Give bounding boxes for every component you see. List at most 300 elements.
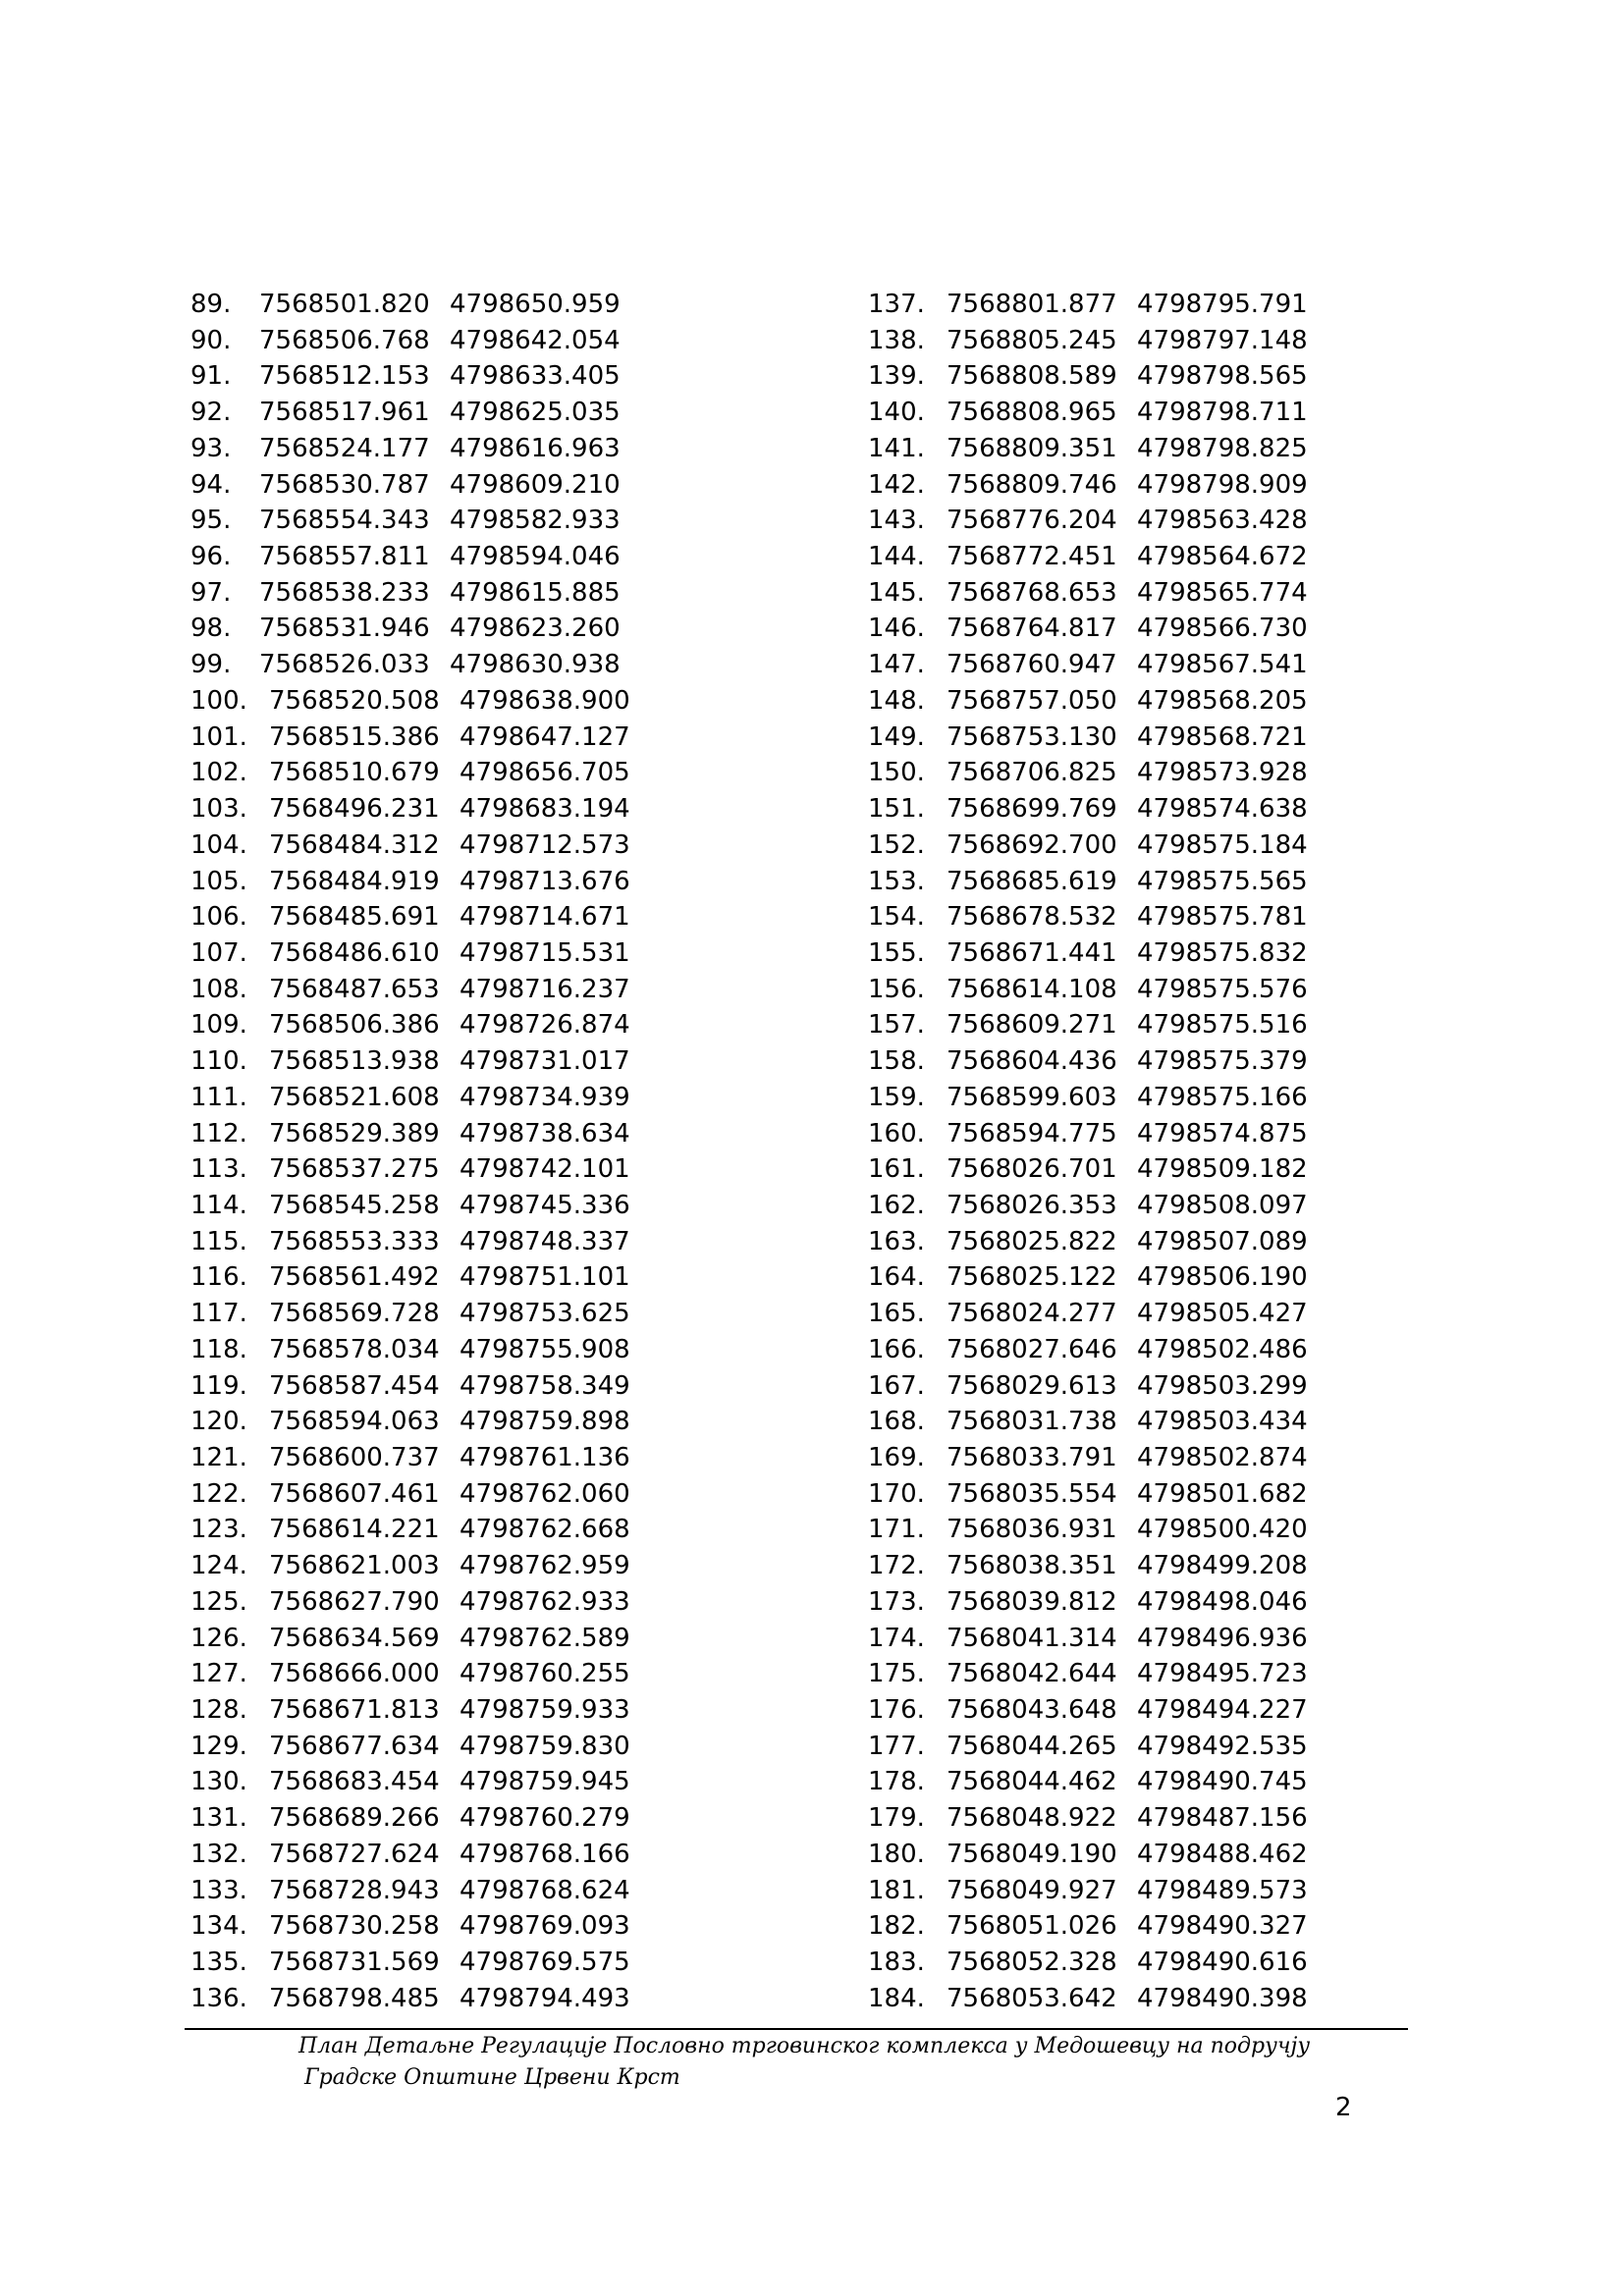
x-coordinate: 7568545.258 <box>269 1190 440 1220</box>
coordinate-row <box>868 575 1477 612</box>
coordinate-row <box>868 1116 1477 1152</box>
coordinate-row <box>190 1837 799 1873</box>
point-number: 93. <box>190 433 232 463</box>
coordinate-row <box>190 1621 799 1657</box>
point-number: 115. <box>190 1226 247 1256</box>
x-coordinate: 7568529.389 <box>269 1118 440 1148</box>
coordinate-row <box>868 1043 1477 1080</box>
coordinate-row <box>190 1116 799 1152</box>
x-coordinate: 7568671.813 <box>269 1695 440 1726</box>
point-number: 139. <box>868 361 925 392</box>
point-number: 155. <box>868 937 925 968</box>
y-coordinate: 4798568.721 <box>1137 721 1308 752</box>
coordinate-row <box>868 1873 1477 1909</box>
y-coordinate: 4798575.516 <box>1137 1010 1308 1041</box>
y-coordinate: 4798565.774 <box>1137 577 1308 608</box>
y-coordinate: 4798731.017 <box>460 1046 630 1077</box>
x-coordinate: 7568524.177 <box>259 433 430 463</box>
point-number: 166. <box>868 1334 925 1364</box>
point-number: 101. <box>190 721 247 752</box>
coordinate-row <box>190 1981 799 2017</box>
x-coordinate: 7568599.603 <box>947 1082 1117 1112</box>
x-coordinate: 7568805.245 <box>947 325 1117 355</box>
y-coordinate: 4798759.933 <box>460 1695 630 1726</box>
coordinate-row <box>190 1800 799 1837</box>
coordinate-row <box>868 1332 1477 1368</box>
x-coordinate: 7568600.737 <box>269 1443 440 1472</box>
y-coordinate: 4798656.705 <box>460 758 630 788</box>
y-coordinate: 4798758.349 <box>460 1370 630 1401</box>
x-coordinate: 7568753.130 <box>947 721 1117 752</box>
y-coordinate: 4798745.336 <box>460 1190 630 1220</box>
point-number: 183. <box>868 1948 925 1978</box>
y-coordinate: 4798567.541 <box>1137 650 1308 680</box>
point-number: 124. <box>190 1551 247 1581</box>
y-coordinate: 4798794.493 <box>460 1983 630 2013</box>
point-number: 141. <box>868 433 925 463</box>
point-number: 112. <box>190 1118 247 1148</box>
point-number: 170. <box>868 1478 925 1509</box>
coordinate-row <box>868 755 1477 791</box>
point-number: 149. <box>868 721 925 752</box>
y-coordinate: 4798566.730 <box>1137 614 1308 644</box>
x-coordinate: 7568706.825 <box>947 758 1117 788</box>
x-coordinate: 7568683.454 <box>269 1767 440 1797</box>
coordinate-row <box>190 1548 799 1584</box>
coordinate-row <box>190 935 799 972</box>
coordinate-row <box>868 1800 1477 1837</box>
x-coordinate: 7568027.646 <box>947 1334 1117 1364</box>
point-number: 175. <box>868 1659 925 1689</box>
y-coordinate: 4798575.832 <box>1137 937 1308 968</box>
y-coordinate: 4798726.874 <box>460 1010 630 1041</box>
coordinate-row <box>868 358 1477 395</box>
y-coordinate: 4798564.672 <box>1137 542 1308 572</box>
x-coordinate: 7568557.811 <box>259 542 430 572</box>
coordinate-row <box>868 1476 1477 1513</box>
point-number: 182. <box>868 1911 925 1942</box>
x-coordinate: 7568515.386 <box>269 721 440 752</box>
y-coordinate: 4798761.136 <box>460 1443 630 1472</box>
coordinate-row <box>868 431 1477 467</box>
x-coordinate: 7568757.050 <box>947 685 1117 716</box>
footer-text-line-2: Градске Општине Црвени Крст <box>304 2065 680 2090</box>
x-coordinate: 7568484.312 <box>269 829 440 860</box>
point-number: 179. <box>868 1803 925 1834</box>
coordinate-row <box>868 935 1477 972</box>
coordinate-row <box>868 1837 1477 1873</box>
point-number: 92. <box>190 398 232 428</box>
x-coordinate: 7568035.554 <box>947 1478 1117 1509</box>
coordinate-row <box>868 1981 1477 2017</box>
y-coordinate: 4798795.791 <box>1137 290 1308 319</box>
x-coordinate: 7568614.108 <box>947 974 1117 1004</box>
point-number: 108. <box>190 974 247 1004</box>
coordinate-row <box>868 1224 1477 1260</box>
y-coordinate: 4798734.939 <box>460 1082 630 1112</box>
y-coordinate: 4798575.781 <box>1137 902 1308 933</box>
y-coordinate: 4798489.573 <box>1137 1875 1308 1905</box>
coordinate-row <box>868 1512 1477 1548</box>
y-coordinate: 4798762.933 <box>460 1586 630 1617</box>
point-number: 90. <box>190 325 232 355</box>
point-number: 91. <box>190 361 232 392</box>
coordinate-row <box>868 1764 1477 1800</box>
coordinate-row <box>190 828 799 864</box>
y-coordinate: 4798714.671 <box>460 902 630 933</box>
point-number: 177. <box>868 1731 925 1761</box>
coordinate-row <box>868 1259 1477 1296</box>
x-coordinate: 7568554.343 <box>259 506 430 536</box>
point-number: 99. <box>190 650 232 680</box>
y-coordinate: 4798713.676 <box>460 866 630 896</box>
x-coordinate: 7568052.328 <box>947 1948 1117 1978</box>
x-coordinate: 7568025.822 <box>947 1226 1117 1256</box>
x-coordinate: 7568041.314 <box>947 1623 1117 1653</box>
x-coordinate: 7568051.026 <box>947 1911 1117 1942</box>
point-number: 171. <box>868 1515 925 1545</box>
y-coordinate: 4798609.210 <box>450 469 621 500</box>
y-coordinate: 4798490.745 <box>1137 1767 1308 1797</box>
y-coordinate: 4798716.237 <box>460 974 630 1004</box>
coordinate-row <box>190 539 799 575</box>
y-coordinate: 4798623.260 <box>450 614 621 644</box>
x-coordinate: 7568044.265 <box>947 1731 1117 1761</box>
x-coordinate: 7568621.003 <box>269 1551 440 1581</box>
coordinate-row <box>190 1908 799 1945</box>
point-number: 163. <box>868 1226 925 1256</box>
x-coordinate: 7568561.492 <box>269 1262 440 1293</box>
point-number: 184. <box>868 1983 925 2013</box>
coordinate-row <box>868 1908 1477 1945</box>
y-coordinate: 4798762.589 <box>460 1623 630 1653</box>
coordinate-list-right <box>868 287 1477 2017</box>
coordinate-row <box>190 1332 799 1368</box>
y-coordinate: 4798505.427 <box>1137 1299 1308 1329</box>
point-number: 162. <box>868 1190 925 1220</box>
x-coordinate: 7568692.700 <box>947 829 1117 860</box>
coordinate-row <box>868 864 1477 900</box>
coordinate-row <box>868 972 1477 1008</box>
y-coordinate: 4798650.959 <box>450 290 621 319</box>
point-number: 130. <box>190 1767 247 1797</box>
y-coordinate: 4798625.035 <box>450 398 621 428</box>
point-number: 123. <box>190 1515 247 1545</box>
x-coordinate: 7568043.648 <box>947 1695 1117 1726</box>
x-coordinate: 7568029.613 <box>947 1370 1117 1401</box>
coordinate-row <box>190 647 799 683</box>
coordinate-row <box>190 864 799 900</box>
x-coordinate: 7568506.768 <box>259 325 430 355</box>
y-coordinate: 4798762.668 <box>460 1515 630 1545</box>
y-coordinate: 4798798.565 <box>1137 361 1308 392</box>
point-number: 178. <box>868 1767 925 1797</box>
y-coordinate: 4798503.299 <box>1137 1370 1308 1401</box>
y-coordinate: 4798633.405 <box>450 361 621 392</box>
x-coordinate: 7568609.271 <box>947 1010 1117 1041</box>
x-coordinate: 7568689.266 <box>269 1803 440 1834</box>
coordinate-row <box>868 1945 1477 1981</box>
x-coordinate: 7568627.790 <box>269 1586 440 1617</box>
coordinate-row <box>190 1440 799 1476</box>
y-coordinate: 4798712.573 <box>460 829 630 860</box>
x-coordinate: 7568776.204 <box>947 506 1117 536</box>
x-coordinate: 7568727.624 <box>269 1839 440 1869</box>
coordinate-row <box>190 1080 799 1116</box>
point-number: 138. <box>868 325 925 355</box>
x-coordinate: 7568026.701 <box>947 1154 1117 1185</box>
y-coordinate: 4798768.166 <box>460 1839 630 1869</box>
y-coordinate: 4798563.428 <box>1137 506 1308 536</box>
y-coordinate: 4798751.101 <box>460 1262 630 1293</box>
point-number: 114. <box>190 1190 247 1220</box>
point-number: 89. <box>190 290 232 319</box>
point-number: 143. <box>868 506 925 536</box>
coordinate-row <box>868 1296 1477 1332</box>
x-coordinate: 7568801.877 <box>947 290 1117 319</box>
y-coordinate: 4798568.205 <box>1137 685 1308 716</box>
y-coordinate: 4798742.101 <box>460 1154 630 1185</box>
y-coordinate: 4798495.723 <box>1137 1659 1308 1689</box>
x-coordinate: 7568526.033 <box>259 650 430 680</box>
point-number: 109. <box>190 1010 247 1041</box>
point-number: 106. <box>190 902 247 933</box>
coordinate-row <box>190 791 799 828</box>
x-coordinate: 7568520.508 <box>269 685 440 716</box>
y-coordinate: 4798502.486 <box>1137 1334 1308 1364</box>
y-coordinate: 4798759.830 <box>460 1731 630 1761</box>
point-number: 144. <box>868 542 925 572</box>
y-coordinate: 4798748.337 <box>460 1226 630 1256</box>
point-number: 133. <box>190 1875 247 1905</box>
coordinate-row <box>868 1621 1477 1657</box>
y-coordinate: 4798494.227 <box>1137 1695 1308 1726</box>
coordinate-row <box>868 323 1477 359</box>
coordinate-row <box>868 611 1477 647</box>
x-coordinate: 7568699.769 <box>947 794 1117 825</box>
y-coordinate: 4798574.875 <box>1137 1118 1308 1148</box>
point-number: 128. <box>190 1695 247 1726</box>
coordinate-row <box>190 1729 799 1765</box>
coordinate-row <box>190 431 799 467</box>
point-number: 120. <box>190 1407 247 1437</box>
coordinate-row <box>868 395 1477 431</box>
x-coordinate: 7568768.653 <box>947 577 1117 608</box>
x-coordinate: 7568521.608 <box>269 1082 440 1112</box>
point-number: 152. <box>868 829 925 860</box>
coordinate-row <box>190 1368 799 1405</box>
x-coordinate: 7568486.610 <box>269 937 440 968</box>
x-coordinate: 7568685.619 <box>947 866 1117 896</box>
point-number: 97. <box>190 577 232 608</box>
point-number: 181. <box>868 1875 925 1905</box>
y-coordinate: 4798760.279 <box>460 1803 630 1834</box>
point-number: 173. <box>868 1586 925 1617</box>
y-coordinate: 4798768.624 <box>460 1875 630 1905</box>
y-coordinate: 4798642.054 <box>450 325 621 355</box>
point-number: 148. <box>868 685 925 716</box>
x-coordinate: 7568049.927 <box>947 1875 1117 1905</box>
point-number: 172. <box>868 1551 925 1581</box>
x-coordinate: 7568042.644 <box>947 1659 1117 1689</box>
point-number: 95. <box>190 506 232 536</box>
coordinate-row <box>190 575 799 612</box>
y-coordinate: 4798499.208 <box>1137 1551 1308 1581</box>
x-coordinate: 7568587.454 <box>269 1370 440 1401</box>
x-coordinate: 7568501.820 <box>259 290 430 319</box>
point-number: 94. <box>190 469 232 500</box>
y-coordinate: 4798753.625 <box>460 1299 630 1329</box>
point-number: 122. <box>190 1478 247 1509</box>
x-coordinate: 7568760.947 <box>947 650 1117 680</box>
point-number: 135. <box>190 1948 247 1978</box>
point-number: 121. <box>190 1443 247 1472</box>
x-coordinate: 7568728.943 <box>269 1875 440 1905</box>
y-coordinate: 4798755.908 <box>460 1334 630 1364</box>
coordinate-row <box>190 755 799 791</box>
point-number: 131. <box>190 1803 247 1834</box>
y-coordinate: 4798575.565 <box>1137 866 1308 896</box>
coordinate-row <box>190 287 799 323</box>
y-coordinate: 4798487.156 <box>1137 1803 1308 1834</box>
y-coordinate: 4798575.379 <box>1137 1046 1308 1077</box>
coordinate-row <box>190 683 799 720</box>
x-coordinate: 7568506.386 <box>269 1010 440 1041</box>
y-coordinate: 4798798.825 <box>1137 433 1308 463</box>
point-number: 159. <box>868 1082 925 1112</box>
y-coordinate: 4798490.398 <box>1137 1983 1308 2013</box>
point-number: 118. <box>190 1334 247 1364</box>
x-coordinate: 7568569.728 <box>269 1299 440 1329</box>
coordinate-row <box>190 899 799 935</box>
coordinate-row <box>190 1151 799 1188</box>
point-number: 113. <box>190 1154 247 1185</box>
y-coordinate: 4798798.711 <box>1137 398 1308 428</box>
point-number: 147. <box>868 650 925 680</box>
x-coordinate: 7568039.812 <box>947 1586 1117 1617</box>
x-coordinate: 7568553.333 <box>269 1226 440 1256</box>
coordinate-row <box>190 467 799 504</box>
y-coordinate: 4798759.945 <box>460 1767 630 1797</box>
y-coordinate: 4798575.576 <box>1137 974 1308 1004</box>
y-coordinate: 4798488.462 <box>1137 1839 1308 1869</box>
coordinate-row <box>868 1080 1477 1116</box>
point-number: 110. <box>190 1046 247 1077</box>
x-coordinate: 7568578.034 <box>269 1334 440 1364</box>
x-coordinate: 7568594.063 <box>269 1407 440 1437</box>
coordinate-row <box>190 972 799 1008</box>
y-coordinate: 4798502.874 <box>1137 1443 1308 1472</box>
x-coordinate: 7568510.679 <box>269 758 440 788</box>
x-coordinate: 7568484.919 <box>269 866 440 896</box>
y-coordinate: 4798575.166 <box>1137 1082 1308 1112</box>
y-coordinate: 4798575.184 <box>1137 829 1308 860</box>
x-coordinate: 7568025.122 <box>947 1262 1117 1293</box>
coordinate-row <box>190 1188 799 1224</box>
point-number: 127. <box>190 1659 247 1689</box>
x-coordinate: 7568033.791 <box>947 1443 1117 1472</box>
point-number: 119. <box>190 1370 247 1401</box>
coordinate-row <box>190 1945 799 1981</box>
point-number: 165. <box>868 1299 925 1329</box>
point-number: 137. <box>868 290 925 319</box>
coordinate-row <box>868 1368 1477 1405</box>
coordinate-row <box>868 1151 1477 1188</box>
y-coordinate: 4798498.046 <box>1137 1586 1308 1617</box>
point-number: 111. <box>190 1082 247 1112</box>
coordinate-row <box>868 791 1477 828</box>
coordinate-row <box>868 1404 1477 1440</box>
coordinate-row <box>190 611 799 647</box>
point-number: 116. <box>190 1262 247 1293</box>
y-coordinate: 4798715.531 <box>460 937 630 968</box>
x-coordinate: 7568485.691 <box>269 902 440 933</box>
point-number: 129. <box>190 1731 247 1761</box>
coordinate-row <box>868 1656 1477 1692</box>
x-coordinate: 7568634.569 <box>269 1623 440 1653</box>
y-coordinate: 4798760.255 <box>460 1659 630 1689</box>
point-number: 161. <box>868 1154 925 1185</box>
y-coordinate: 4798769.093 <box>460 1911 630 1942</box>
point-number: 102. <box>190 758 247 788</box>
point-number: 98. <box>190 614 232 644</box>
coordinate-row <box>868 720 1477 756</box>
x-coordinate: 7568809.351 <box>947 433 1117 463</box>
point-number: 180. <box>868 1839 925 1869</box>
coordinate-row <box>868 467 1477 504</box>
x-coordinate: 7568594.775 <box>947 1118 1117 1148</box>
coordinate-row <box>868 539 1477 575</box>
coordinate-row <box>190 1764 799 1800</box>
y-coordinate: 4798490.616 <box>1137 1948 1308 1978</box>
x-coordinate: 7568053.642 <box>947 1983 1117 2013</box>
x-coordinate: 7568487.653 <box>269 974 440 1004</box>
y-coordinate: 4798501.682 <box>1137 1478 1308 1509</box>
x-coordinate: 7568614.221 <box>269 1515 440 1545</box>
coordinate-row <box>190 1584 799 1621</box>
x-coordinate: 7568517.961 <box>259 398 430 428</box>
coordinate-row <box>868 1440 1477 1476</box>
y-coordinate: 4798615.885 <box>450 577 621 608</box>
y-coordinate: 4798762.060 <box>460 1478 630 1509</box>
y-coordinate: 4798762.959 <box>460 1551 630 1581</box>
coordinate-row <box>868 647 1477 683</box>
x-coordinate: 7568513.938 <box>269 1046 440 1077</box>
x-coordinate: 7568531.946 <box>259 614 430 644</box>
footer-rule <box>185 2028 1408 2030</box>
point-number: 164. <box>868 1262 925 1293</box>
coordinate-row <box>868 287 1477 323</box>
x-coordinate: 7568772.451 <box>947 542 1117 572</box>
point-number: 105. <box>190 866 247 896</box>
point-number: 117. <box>190 1299 247 1329</box>
point-number: 160. <box>868 1118 925 1148</box>
x-coordinate: 7568031.738 <box>947 1407 1117 1437</box>
x-coordinate: 7568798.485 <box>269 1983 440 2013</box>
point-number: 174. <box>868 1623 925 1653</box>
point-number: 151. <box>868 794 925 825</box>
coordinate-row <box>190 1476 799 1513</box>
point-number: 142. <box>868 469 925 500</box>
coordinate-row <box>190 1692 799 1729</box>
coordinate-row <box>190 1043 799 1080</box>
x-coordinate: 7568730.258 <box>269 1911 440 1942</box>
y-coordinate: 4798630.938 <box>450 650 621 680</box>
x-coordinate: 7568808.589 <box>947 361 1117 392</box>
x-coordinate: 7568044.462 <box>947 1767 1117 1797</box>
coordinate-row <box>190 323 799 359</box>
y-coordinate: 4798594.046 <box>450 542 621 572</box>
